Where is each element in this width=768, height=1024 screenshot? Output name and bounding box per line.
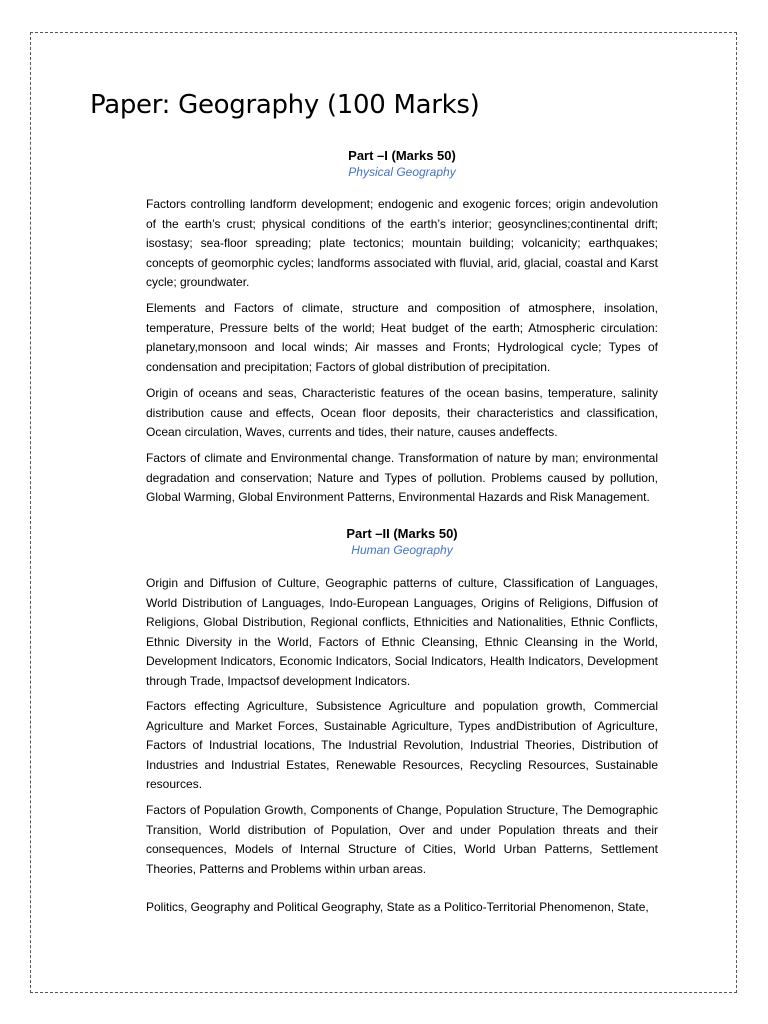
- part1-paragraph-3: [146, 384, 658, 443]
- part1-paragraph-4: [146, 449, 658, 508]
- part2-subheading: Human Geography: [351, 543, 453, 557]
- paragraph-text: Elements and Factors of climate, structure and composition of atmosphere, insolation, temperature, Pressure belts of the world; Heat budget of the earth; Atmospheric circulation: planetary,monsoon and local winds; Air masses and Fronts; Hydrological cycle; Types of condensation and precipitation; Factors of global distribution of precipitation.: [146, 301, 658, 374]
- part1-subheading: Physical Geography: [348, 165, 456, 179]
- paragraph-text: Origin of oceans and seas, Characteristic features of the ocean basins, temperature, salinity distribution cause and effects, Ocean floor deposits, their characteristics and classification, Ocean circulation, Waves, currents and tides, their nature, causes andeffects.: [146, 386, 658, 440]
- part2-paragraph-1: [146, 574, 658, 692]
- paper-title: Paper: Geography (100 Marks): [90, 90, 480, 120]
- part2-header: [146, 526, 658, 558]
- part1-header: [146, 148, 658, 180]
- paragraph-text: Factors controlling landform development; endogenic and exogenic forces; origin andevolution of the earth’s crust; physical conditions of the earth’s interior; geosynclines;continental drift; isostasy; sea-floor spreading; plate tectonics; mountain building; volcanicity; earthquakes; concepts of geomorphic cycles; landforms associated with fluvial, arid, glacial, coastal and Karst cycle; groundwater.: [146, 197, 658, 290]
- paragraph-text: Politics, Geography and Political Geography, State as a Politico-Territorial Phenomenon, State,: [146, 900, 649, 914]
- part1-paragraph-2: [146, 299, 658, 377]
- paragraph-text: Factors effecting Agriculture, Subsistence Agriculture and population growth, Commercial Agriculture and Market Forces, Sustainable Agriculture, Types andDistribution of Agriculture, Factors of Industrial locations, The Industrial Revolution, Industrial Theories, Distribution of Industries and Industrial Estates, Renewable Resources, Recycling Resources, Sustainable resources.: [146, 699, 658, 792]
- part2-heading: Part –II (Marks 50): [346, 526, 458, 541]
- part1-paragraph-1: [146, 195, 658, 293]
- paragraph-text: Origin and Diffusion of Culture, Geographic patterns of culture, Classification of Languages, World Distribution of Languages, Indo-European Languages, Origins of Religions, Diffusion of Religions, Global Distribution, Regional conflicts, Ethnicities and Nationalities, Ethnic Conflicts, Ethnic Diversity in the World, Factors of Ethnic Cleansing, Ethnic Cleansing in the World, Development Indicators, Economic Indicators, Social Indicators, Health Indicators, Development through Trade, Impactsof development Indicators.: [146, 576, 658, 688]
- part2-paragraph-3: [146, 801, 658, 879]
- part2-paragraph-4: [146, 898, 658, 918]
- part1-heading: Part –I (Marks 50): [348, 148, 456, 163]
- part2-paragraph-2: [146, 697, 658, 795]
- paragraph-text: Factors of Population Growth, Components of Change, Population Structure, The Demographic Transition, World distribution of Population, Over and under Population threats and their consequences, Models of Internal Structure of Cities, World Urban Patterns, Settlement Theories, Patterns and Problems within urban areas.: [146, 803, 658, 876]
- paragraph-text: Factors of climate and Environmental change. Transformation of nature by man; environmental degradation and conservation; Nature and Types of pollution. Problems caused by pollution, Global Warming, Global Environment Patterns, Environmental Hazards and Risk Management.: [146, 451, 658, 505]
